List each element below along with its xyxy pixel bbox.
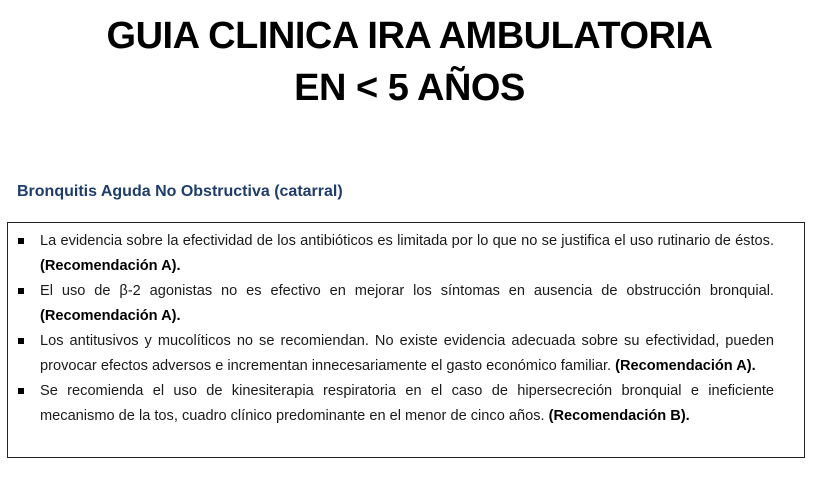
title-line-2: EN < 5 AÑOS — [294, 67, 525, 109]
bullet-square-icon — [18, 388, 24, 394]
bullet-square-icon — [18, 338, 24, 344]
recommendation-label: (Recomendación A). — [40, 308, 181, 324]
bullet-square-icon — [18, 238, 24, 244]
recommendation-label: (Recomendación B). — [548, 408, 690, 424]
recommendation-label: (Recomendación A). — [615, 358, 756, 374]
list-item-beta2-agonists — [40, 279, 774, 329]
title-line-1: GUIA CLINICA IRA AMBULATORIA — [106, 15, 713, 57]
recommendations-list — [40, 229, 774, 429]
list-item-text: Se recomienda el uso de kinesiterapia respiratoria en el caso de hipersecreción bronquial e ineficiente mecanismo de la tos, cuadro clínico predominante en el menor de cinco años. — [40, 383, 774, 424]
list-item-antitussives — [40, 329, 774, 379]
list-item-antibiotics — [40, 229, 774, 279]
page-title — [0, 10, 819, 114]
recommendation-label: (Recomendación A). — [40, 258, 181, 274]
list-item-text: La evidencia sobre la efectividad de los antibióticos es limitada por lo que no se justifica el uso rutinario de éstos. — [40, 233, 774, 249]
section-heading: Bronquitis Aguda No Obstructiva (catarral) — [17, 183, 343, 200]
recommendations-box — [7, 222, 805, 458]
list-item-text: El uso de β-2 agonistas no es efectivo en mejorar los síntomas en ausencia de obstrucción bronquial. — [40, 283, 774, 299]
list-item-text: Los antitusivos y mucolíticos no se recomiendan. No existe evidencia adecuada sobre su efectividad, pueden provocar efectos adversos e incrementan innecesariamente el gasto económico familiar. — [40, 333, 774, 374]
bullet-square-icon — [18, 288, 24, 294]
list-item-kinesitherapy — [40, 379, 774, 429]
